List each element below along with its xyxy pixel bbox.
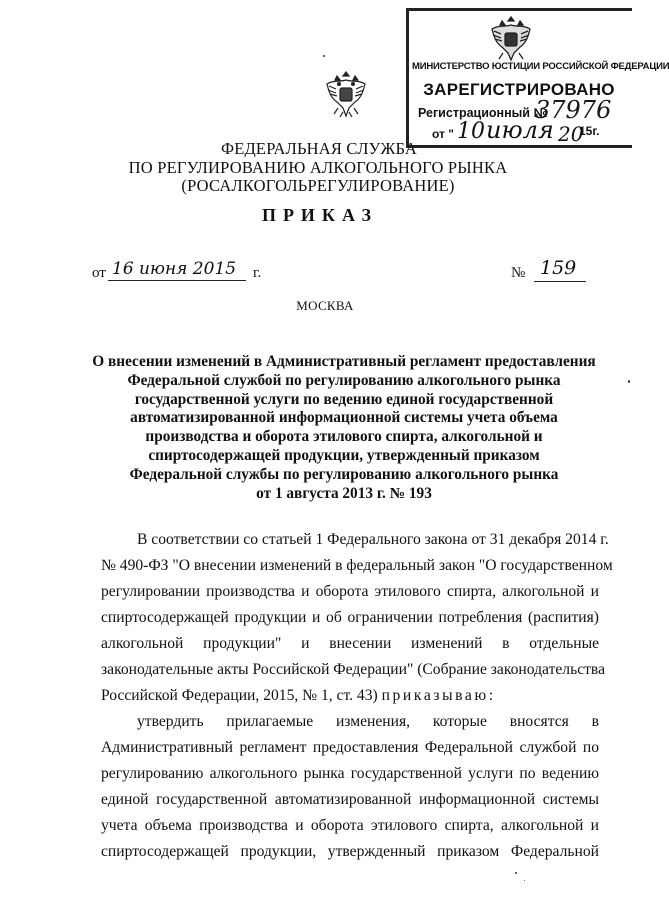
order-date: 16 июня 2015 [108,259,246,281]
body-text: Российской Федерации, 2015, № 1, ст. 43) [101,687,382,704]
org-name-line-2: ПО РЕГУЛИРОВАНИЮ АЛКОГОЛЬНОГО РЫНКА [128,158,508,177]
stamp-date-day: 10 [457,119,485,144]
body-line: утвердить прилагаемые изменения, которые вносятся в [137,713,599,730]
stamp-date-month: июля [486,116,554,144]
subject-line: спиртосодержащей продукции, утвержденный приказом [148,446,540,464]
body-line: учета объема производства и оборота этилового спирта, алкогольной и [101,817,599,834]
scan-speck [524,880,525,881]
order-number: 159 [534,255,586,282]
stamp-regno-label: Регистрационный № [418,106,548,120]
order-verb: приказываю: [381,687,496,704]
stamp-registered-label: ЗАРЕГИСТРИРОВАНО [423,80,615,99]
subject-line: Федеральной службы по регулированию алкогольного рынка [129,465,559,483]
subject-line: автоматизированной информационной системы учета объема [130,409,558,427]
org-name-line-3: (РОСАЛКОГОЛЬРЕГУЛИРОВАНИЕ) [181,176,455,195]
subject-line: О внесении изменений в Административный регламент предоставления [92,353,596,370]
coat-of-arms-icon [323,68,369,120]
scan-speck [628,380,630,383]
scan-speck [515,872,517,874]
body-line-last [101,687,599,705]
date-suffix: г. [253,265,262,281]
body-line: регулировании производства и оборота этилового спирта, алкогольной и [101,583,599,600]
subject-line: от 1 августа 2013 г. № 193 [256,484,432,502]
stamp-year-suffix: 15г. [579,124,600,138]
number-prefix: № [511,265,526,281]
body-line: В соответствии со статьей 1 Федерального закона от 31 декабря 2014 г. [137,531,609,548]
scan-speck [323,55,325,57]
body-line: спиртосодержащей продукции и об ограничении потребления (распития) [101,609,599,626]
order-subject [90,353,598,503]
stamp-date-year: 20 [558,122,584,146]
stamp-regno-value: 37976 [535,96,612,124]
stamp-coat-of-arms-icon [488,14,534,64]
org-name-line-1: ФЕДЕРАЛЬНАЯ СЛУЖБА [220,139,418,158]
body-line: Административный регламент предоставления Федеральной службой по [101,739,599,756]
date-prefix: от [92,265,106,281]
body-line: спиртосодержащей продукции, утвержденный приказом Федеральной [101,843,599,860]
body-line: № 490-ФЗ "О внесении изменений в федеральный закон "О государственном [101,557,613,574]
subject-line: производства и оборота этилового спирта, алкогольной и [145,428,543,446]
subject-line: Федеральной службой по регулированию алкогольного рынка [127,371,561,389]
body-line: законодательные акты Российской Федерации" (Собрание законодательства [101,661,606,678]
body-line: алкогольной продукции" и внесении изменений в отдельные [101,635,599,652]
body-line: регулированию алкогольного рынка государственной услуги по ведению [101,765,599,782]
subject-line: государственной услуги по ведению единой государственной [134,390,554,408]
stamp-from-label: от " [432,127,454,141]
body-line: единой государственной автоматизированной информационной системы [101,791,599,808]
city: МОСКВА [296,298,354,313]
stamp-ministry-label: МИНИСТЕРСТВО ЮСТИЦИИ РОССИЙСКОЙ ФЕДЕРАЦИИ [412,61,669,72]
order-title: ПРИКАЗ [261,205,379,225]
